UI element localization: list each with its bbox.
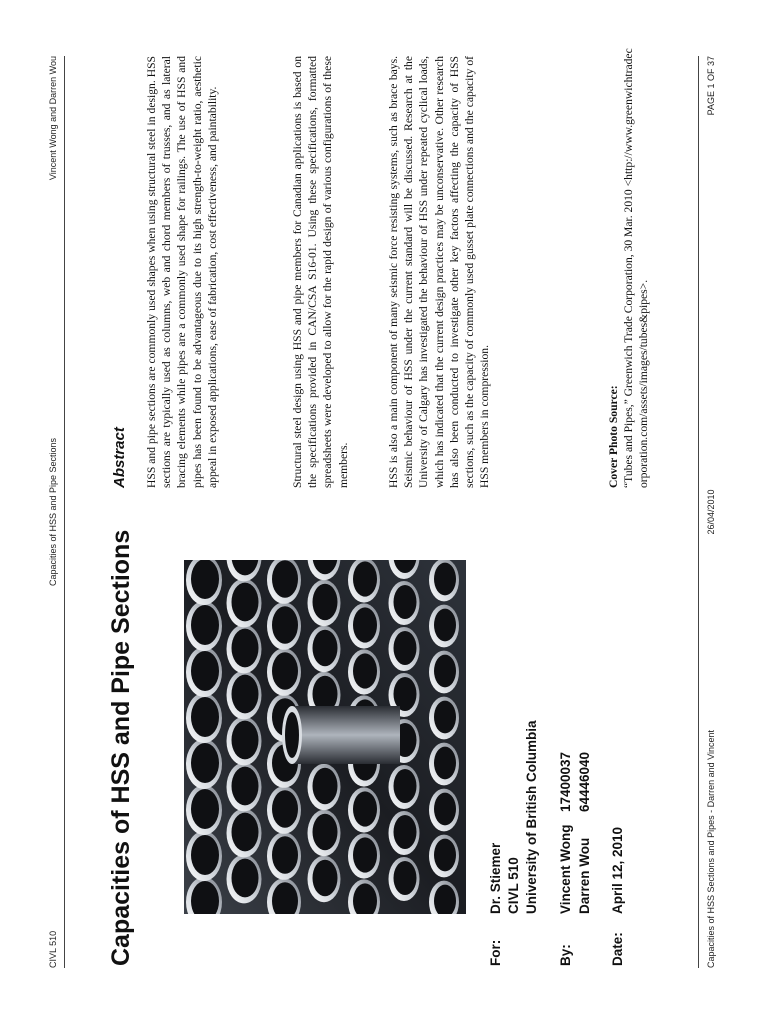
pipe-bore [272,560,298,598]
pipe-bore [191,605,219,645]
abstract-paragraph-2: Structural steel design using HSS and pipe members for Canadian applications is based on the specifications provided in CAN/CSA S16-01. Using these specifications, formatted spreadsheets were developed to allow for the rapid design of various configurations of these members. [291,56,350,488]
cover-photo-source-heading: Cover Photo Source: [607,385,620,488]
pipe-bore [313,814,338,850]
pipe-bore [353,607,377,642]
header-course: CIVL 510 [48,930,58,968]
pipe-bore [434,655,456,688]
footer-left: Capacities of HSS Sections and Pipes - Darren and Vincent [706,730,716,968]
by-label: By: [558,944,573,966]
pipe-bore [394,815,417,849]
pipe-bore [313,860,338,896]
for-line-1: Dr. Stiemer [488,842,503,914]
pipe-bore [434,747,456,780]
pipe-bore [232,721,259,760]
cover-photo [184,560,466,914]
author-id-1: 17400037 [558,751,573,812]
pipe-bore [272,790,298,828]
footer-date: 26/04/2010 [706,489,716,535]
author-id-2: 64446040 [577,751,592,812]
footer-page: PAGE 1 OF 37 [706,56,716,116]
pipe-bore [394,769,417,803]
cover-photo-source-text: “Tubes and Pipes,” Greenwich Trade Corporation, 30 Mar. 2010 <http://www.greenwichtradecorporation.com/assets/images/tubes&pipes>. [622,48,650,488]
abstract-paragraph-3: HSS is also a main component of many seismic force resisting systems, such as brace bays. Seismic behaviour of HSS under the current standard will be discussed. Research at the University of Calgary has investigated the behaviour of HSS under repeated cyclical loads, which has indicated that the current design practices may be unconservative. Other research has also been conducted to investigate other key factors affecting the capacity of HSS sections, such as the capacity of commonly used gusset plate connections and the capacity of HSS members in compression. [387,56,492,488]
document-title: Capacities of HSS and Pipe Sections [107,529,135,966]
header-authors: Vincent Wong and Darren Wou [48,56,58,181]
pipe-bore [232,583,259,622]
pipe-bore [191,835,219,875]
pipe-bore [232,859,259,898]
pipe-bore [191,651,219,691]
pipe-bore [272,606,298,644]
pipe-bore [232,767,259,806]
document-date: April 12, 2010 [610,826,625,914]
pipe-bore [434,701,456,734]
pipe-bore [191,789,219,829]
pipe-bore [272,836,298,874]
pipe-bore [434,839,456,872]
header-title: Capacities of HSS and Pipe Sections [48,437,58,587]
for-line-3: University of British Columbia [524,720,539,914]
pipe-bore [353,561,377,596]
pipe-bore [232,675,259,714]
pipe-bore [232,629,259,668]
pipe-bore [394,677,417,711]
pipe-bore [394,631,417,665]
pipe-bore [272,652,298,690]
pipe-bore [313,630,338,666]
pipe-bore [191,743,219,783]
pipe-bore [394,861,417,895]
pipe-bore [434,609,456,642]
pipe-bore [353,653,377,688]
pipe-bore [353,791,377,826]
pipe-bore [434,793,456,826]
date-label: Date: [610,932,625,966]
pipe-bore [232,813,259,852]
author-name-2: Darren Wou [577,837,592,914]
pipe-bore [313,768,338,804]
author-name-1: Vincent Wong [558,824,573,914]
standing-pipe [282,706,400,764]
pipe-bore [394,585,417,619]
pipe-bore [434,563,456,596]
for-label: For: [488,939,503,966]
pipe-bore [191,697,219,737]
for-line-2: CIVL 510 [506,857,521,914]
pipes-image [184,560,466,914]
pipe-bore [353,837,377,872]
footer-rule [698,56,699,968]
pipe-bore [313,584,338,620]
abstract-paragraph-1: HSS and pipe sections are commonly used shapes when using structural steel in design. HSS sections are typically used as columns, web and chord members of trusses, and as lateral bracing elements while pipes are a commonly used shape for railings. The use of HSS and pipes has been found to be advantageous due to its high strength-to-weight ratio, aesthetic appeal in exposed applications, ease of fabrication, cost effectiveness, and paintability. [145,56,219,488]
abstract-heading: Abstract [111,427,128,488]
pipe-bore [191,560,219,599]
header-rule [64,56,65,968]
